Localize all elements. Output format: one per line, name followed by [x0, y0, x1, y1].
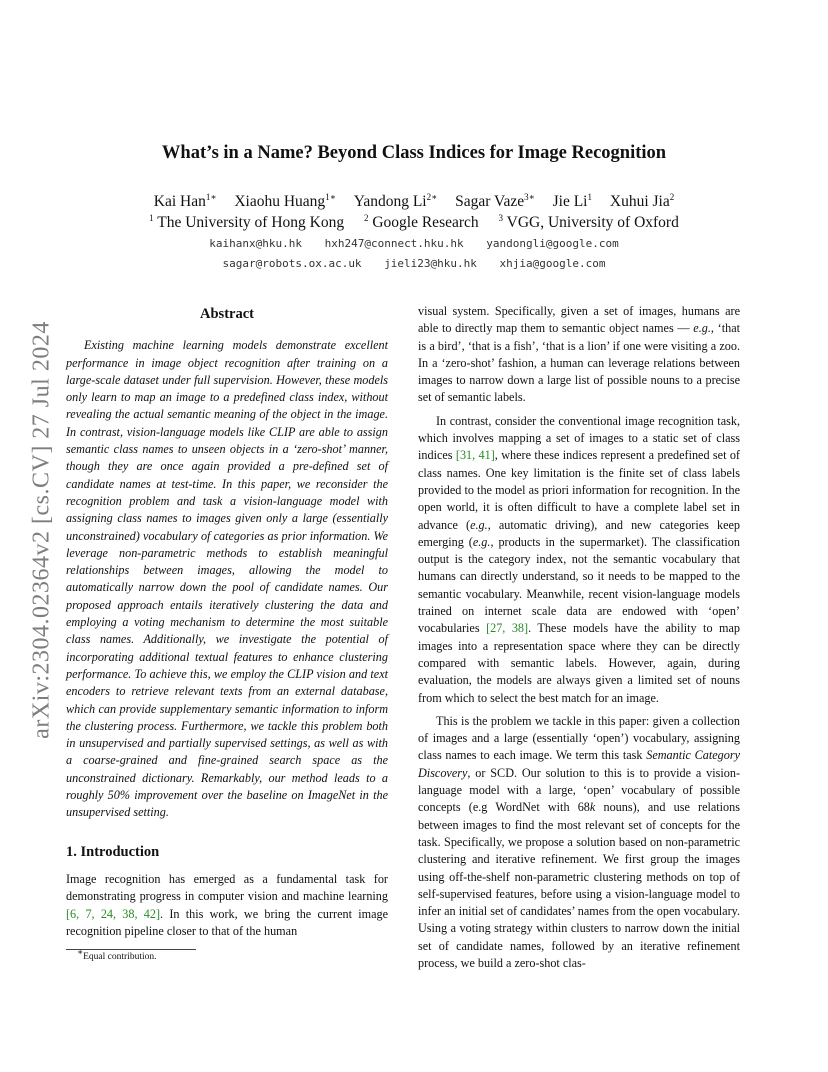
arxiv-identifier: arXiv:2304.02364v2 [cs.CV] 27 Jul 2024	[28, 321, 55, 739]
email: sagar@robots.ox.ac.uk	[222, 257, 362, 270]
email: yandongli@google.com	[486, 237, 619, 250]
email: jieli23@hku.hk	[384, 257, 477, 270]
author: Xiaohu Huang$^{1∗}$	[234, 191, 336, 210]
affiliation: $^3$ VGG, University of Oxford	[498, 212, 679, 231]
arxiv-stamp	[22, 300, 62, 760]
email: hxh247@connect.hku.hk	[324, 237, 464, 250]
footnote-rule	[66, 949, 196, 950]
paragraph: In contrast, consider the conventional image recognition task, which involves mapping a set of images to a static set of class indices [31, 41], where these indices represent a predefined set of class names. One key limitation is the finite set of class labels provided to the model as priori information for recognition. In the open world, it is often difficult to have a complete label set in advance (e.g., automatic driving), and new categories keep emerging (e.g., products in the supermarket). The classification output is the category index, not the semantic vocabulary that humans can directly understand, so it needs to be mapped to the semantic vocabulary. Meanwhile, recent vision-language models trained on internet scale data are endowed with ‘open’ vocabularies [27, 38]. These models have the ability to map images into a representation space where they can be directly compared with semantic labels. However, again, during evaluation, the models are always given a limited set of nouns from which to select the best match for an image.	[418, 413, 740, 705]
abstract-text: Existing machine learning models demonstrate excellent performance in image object recognition after training on a large-scale dataset under full supervision. However, these models only learn to map an image to a predefined class index, without revealing the actual semantic meaning of the object in the image. In contrast, vision-language models like CLIP are able to assign semantic class names to unseen objects in a ‘zero-shot’ manner, though they are once again provided a pre-defined set of candidate names at test-time. In this paper, we reconsider the recognition problem and task a vision-language model with assigning class names to images given only a large (essentially unconstrained) vocabulary of categories as prior information. We leverage non-parametric methods to establish meaningful relationships between images, allowing the model to automatically narrow down the pool of candidate names. Our proposed approach entails iteratively clustering the data and employing a voting mechanism to determine the most suitable class names. Additionally, we investigate the potential of incorporating additional textual features to enhance clustering performance. To achieve this, we employ the CLIP vision and text encoders to retrieve relevant texts from an external database, which can provide supplementary semantic information to inform the clustering process. Furthermore, we tackle this problem both in unsupervised and partially supervised settings, as well as with a coarse-grained and fine-grained search space as the unconstrained dictionary. Remarkably, our method leads to a roughly 50% improvement over the baseline on ImageNet in the unsupervised setting.	[66, 338, 388, 820]
paragraph: visual system. Specifically, given a set of images, humans are able to directly map them to semantic object names — e.g., ‘that is a bird’, ‘that is a fish’, ‘that is a lion’ if one were visiting a zoo. In a ‘zero-shot’ fashion, a human can leverage relations between images to narrow down a large list of possible nouns to a precise set of semantic labels.	[418, 304, 740, 405]
email-row	[0, 257, 828, 270]
left-column	[66, 306, 388, 946]
email: xhjia@google.com	[499, 257, 606, 270]
author: Jie Li$^1$	[552, 191, 592, 210]
paragraph: Image recognition has emerged as a fundamental task for demonstrating progress in computer vision and machine learning [6, 7, 24, 38, 42]. In this work, we bring the current image recognition pipeline closer to that of the human	[66, 871, 388, 938]
paper-title: What’s in a Name? Beyond Class Indices for Image Recognition	[161, 143, 667, 163]
affiliation-list	[0, 214, 828, 232]
right-column	[418, 303, 740, 978]
author: Xuhui Jia$^2$	[609, 191, 675, 210]
citation-link[interactable]: [27, 38]	[486, 621, 529, 636]
author-list	[0, 193, 828, 211]
email-row	[0, 237, 828, 250]
email: kaihanx@hku.hk	[209, 237, 302, 250]
author: Kai Han$^{1∗}$	[153, 191, 217, 210]
section-heading: 1. Introduction	[66, 843, 160, 860]
author: Yandong $Li^{2∗}$	[353, 191, 438, 210]
affiliation: $^1$ The University of Hong Kong	[149, 212, 345, 231]
abstract-heading: Abstract	[200, 306, 254, 322]
citation-link[interactable]: [31, 41]	[455, 448, 495, 463]
paragraph: This is the problem we tackle in this paper: given a collection of images and a large (essentially ‘open’) vocabulary, assigning class names to each image. We term this task Semantic Category Discovery, or SCD. Our solution to this is to provide a vision-language model with a large, ‘open’ vocabulary of possible concepts (e.g WordNet with 68k nouns), and use relations between images to find the most relevant set of concepts for the task. Specifically, we propose a solution based on non-parametric clustering and iterative refinement. We first group the images using off-the-shelf non-parametric clustering methods on top of self-supervised features, before using a vision-language model to infer an initial set of candidates’ names from the open vocabulary. Using a voting strategy within clusters to narrow down the initial set of candidate names, followed by an iterative refinement process, we build a zero-shot clas-	[418, 713, 740, 970]
citation-link[interactable]: [6, 7, 24, 38, 42]	[66, 906, 161, 921]
footnote: ∗Equal contribution.	[77, 947, 157, 963]
author: Sagar Vaze$^{3∗}$	[455, 191, 535, 210]
affiliation: $^2$ Google Research	[363, 212, 479, 231]
